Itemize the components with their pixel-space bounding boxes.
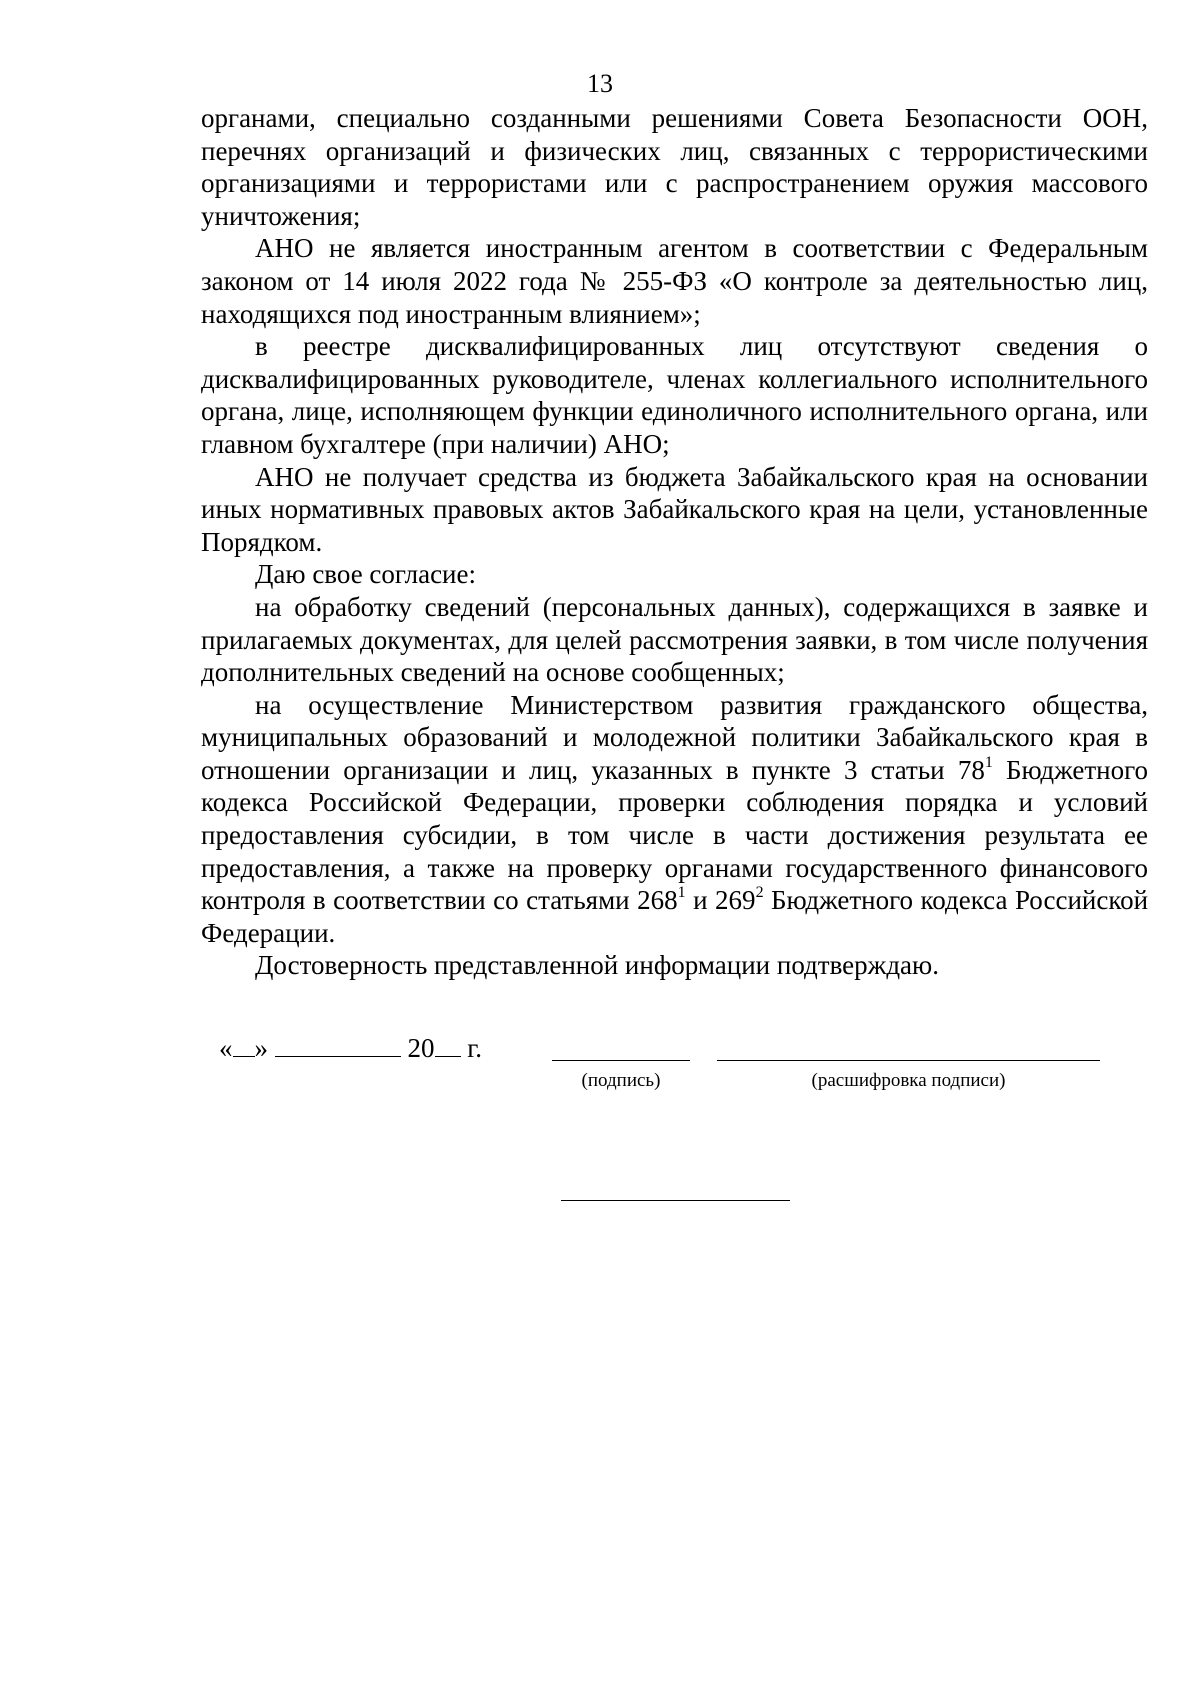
signature-block: [0, 1030, 1200, 1090]
paragraph-un-lists: органами, специально созданными решениями Совета Безопасности ООН, перечнях организаций и физических лиц, связанных с террористическими организациями и террористами или с распространением оружия массового уничтожения;: [201, 103, 1148, 231]
year-suffix: г.: [467, 1033, 483, 1063]
signature-line[interactable]: [552, 1060, 690, 1061]
superscript: 1: [984, 753, 993, 771]
consent-audit-text: Бюджетного кодекса Российской Федерации.: [201, 885, 1149, 948]
page-number: 13: [587, 69, 613, 98]
superscript: 1: [677, 884, 686, 902]
date-field[interactable]: [219, 1030, 482, 1065]
paragraph-disqualified-registry: в реестре дисквалифицированных лиц отсутствуют сведения о дисквалифицированных руководителе, членах коллегиального исполнительного органа, лице, исполняющем функции единоличного исполнительного органа, или главном бухгалтере (при наличии) АНО;: [201, 331, 1148, 459]
document-body: [201, 102, 1148, 982]
paragraph-consent-personal-data: на обработку сведений (персональных данных), содержащихся в заявке и прилагаемых документах, для целей рассмотрения заявки, в том числе получения дополнительных сведений на основе сообщенных;: [201, 591, 1148, 688]
year-prefix: 20: [407, 1033, 435, 1063]
year-blank[interactable]: [435, 1030, 461, 1057]
paragraph-confirmation: Достоверность представленной информации подтверждаю.: [255, 950, 939, 981]
consent-audit-text: на осуществление Министерством развития гражданского общества, муниципальных образований и молодежной политики Забайкальского края в отношении организации и лиц, указанных в пункте 3 статьи 78: [201, 689, 1148, 785]
close-quote: »: [254, 1033, 268, 1063]
day-blank[interactable]: [233, 1030, 255, 1057]
paragraph-consent-audit: [201, 689, 1148, 950]
signature-decoding-line[interactable]: [717, 1060, 1100, 1061]
superscript: 2: [755, 884, 764, 902]
end-of-document-rule: [561, 1200, 790, 1201]
paragraph-budget-funds: АНО не получает средства из бюджета Забайкальского края на основании иных нормативных правовых актов Забайкальского края на цели, установленные Порядком.: [201, 461, 1148, 557]
consent-audit-text: и 269: [685, 885, 756, 916]
paragraph-foreign-agent: АНО не является иностранным агентом в соответствии с Федеральным законом от 14 июля 2022 года № 255-ФЗ «О контроле за деятельностью лиц, находящихся под иностранным влиянием»;: [201, 233, 1148, 329]
open-quote: «: [219, 1033, 233, 1063]
consent-audit-text: Бюджетного кодекса Российской Федерации, проверки соблюдения порядка и условий предоставления субсидии, в том числе в части достижения результата ее предоставления, а также на проверку органами государственного финансового контроля в соответствии со статьями 268: [201, 754, 1148, 916]
month-blank[interactable]: [275, 1030, 401, 1057]
paragraph-consent-heading: Даю свое согласие:: [255, 559, 476, 590]
signature-decoding-caption: (расшифровка подписи): [811, 1070, 1006, 1091]
signature-caption: (подпись): [581, 1070, 661, 1091]
